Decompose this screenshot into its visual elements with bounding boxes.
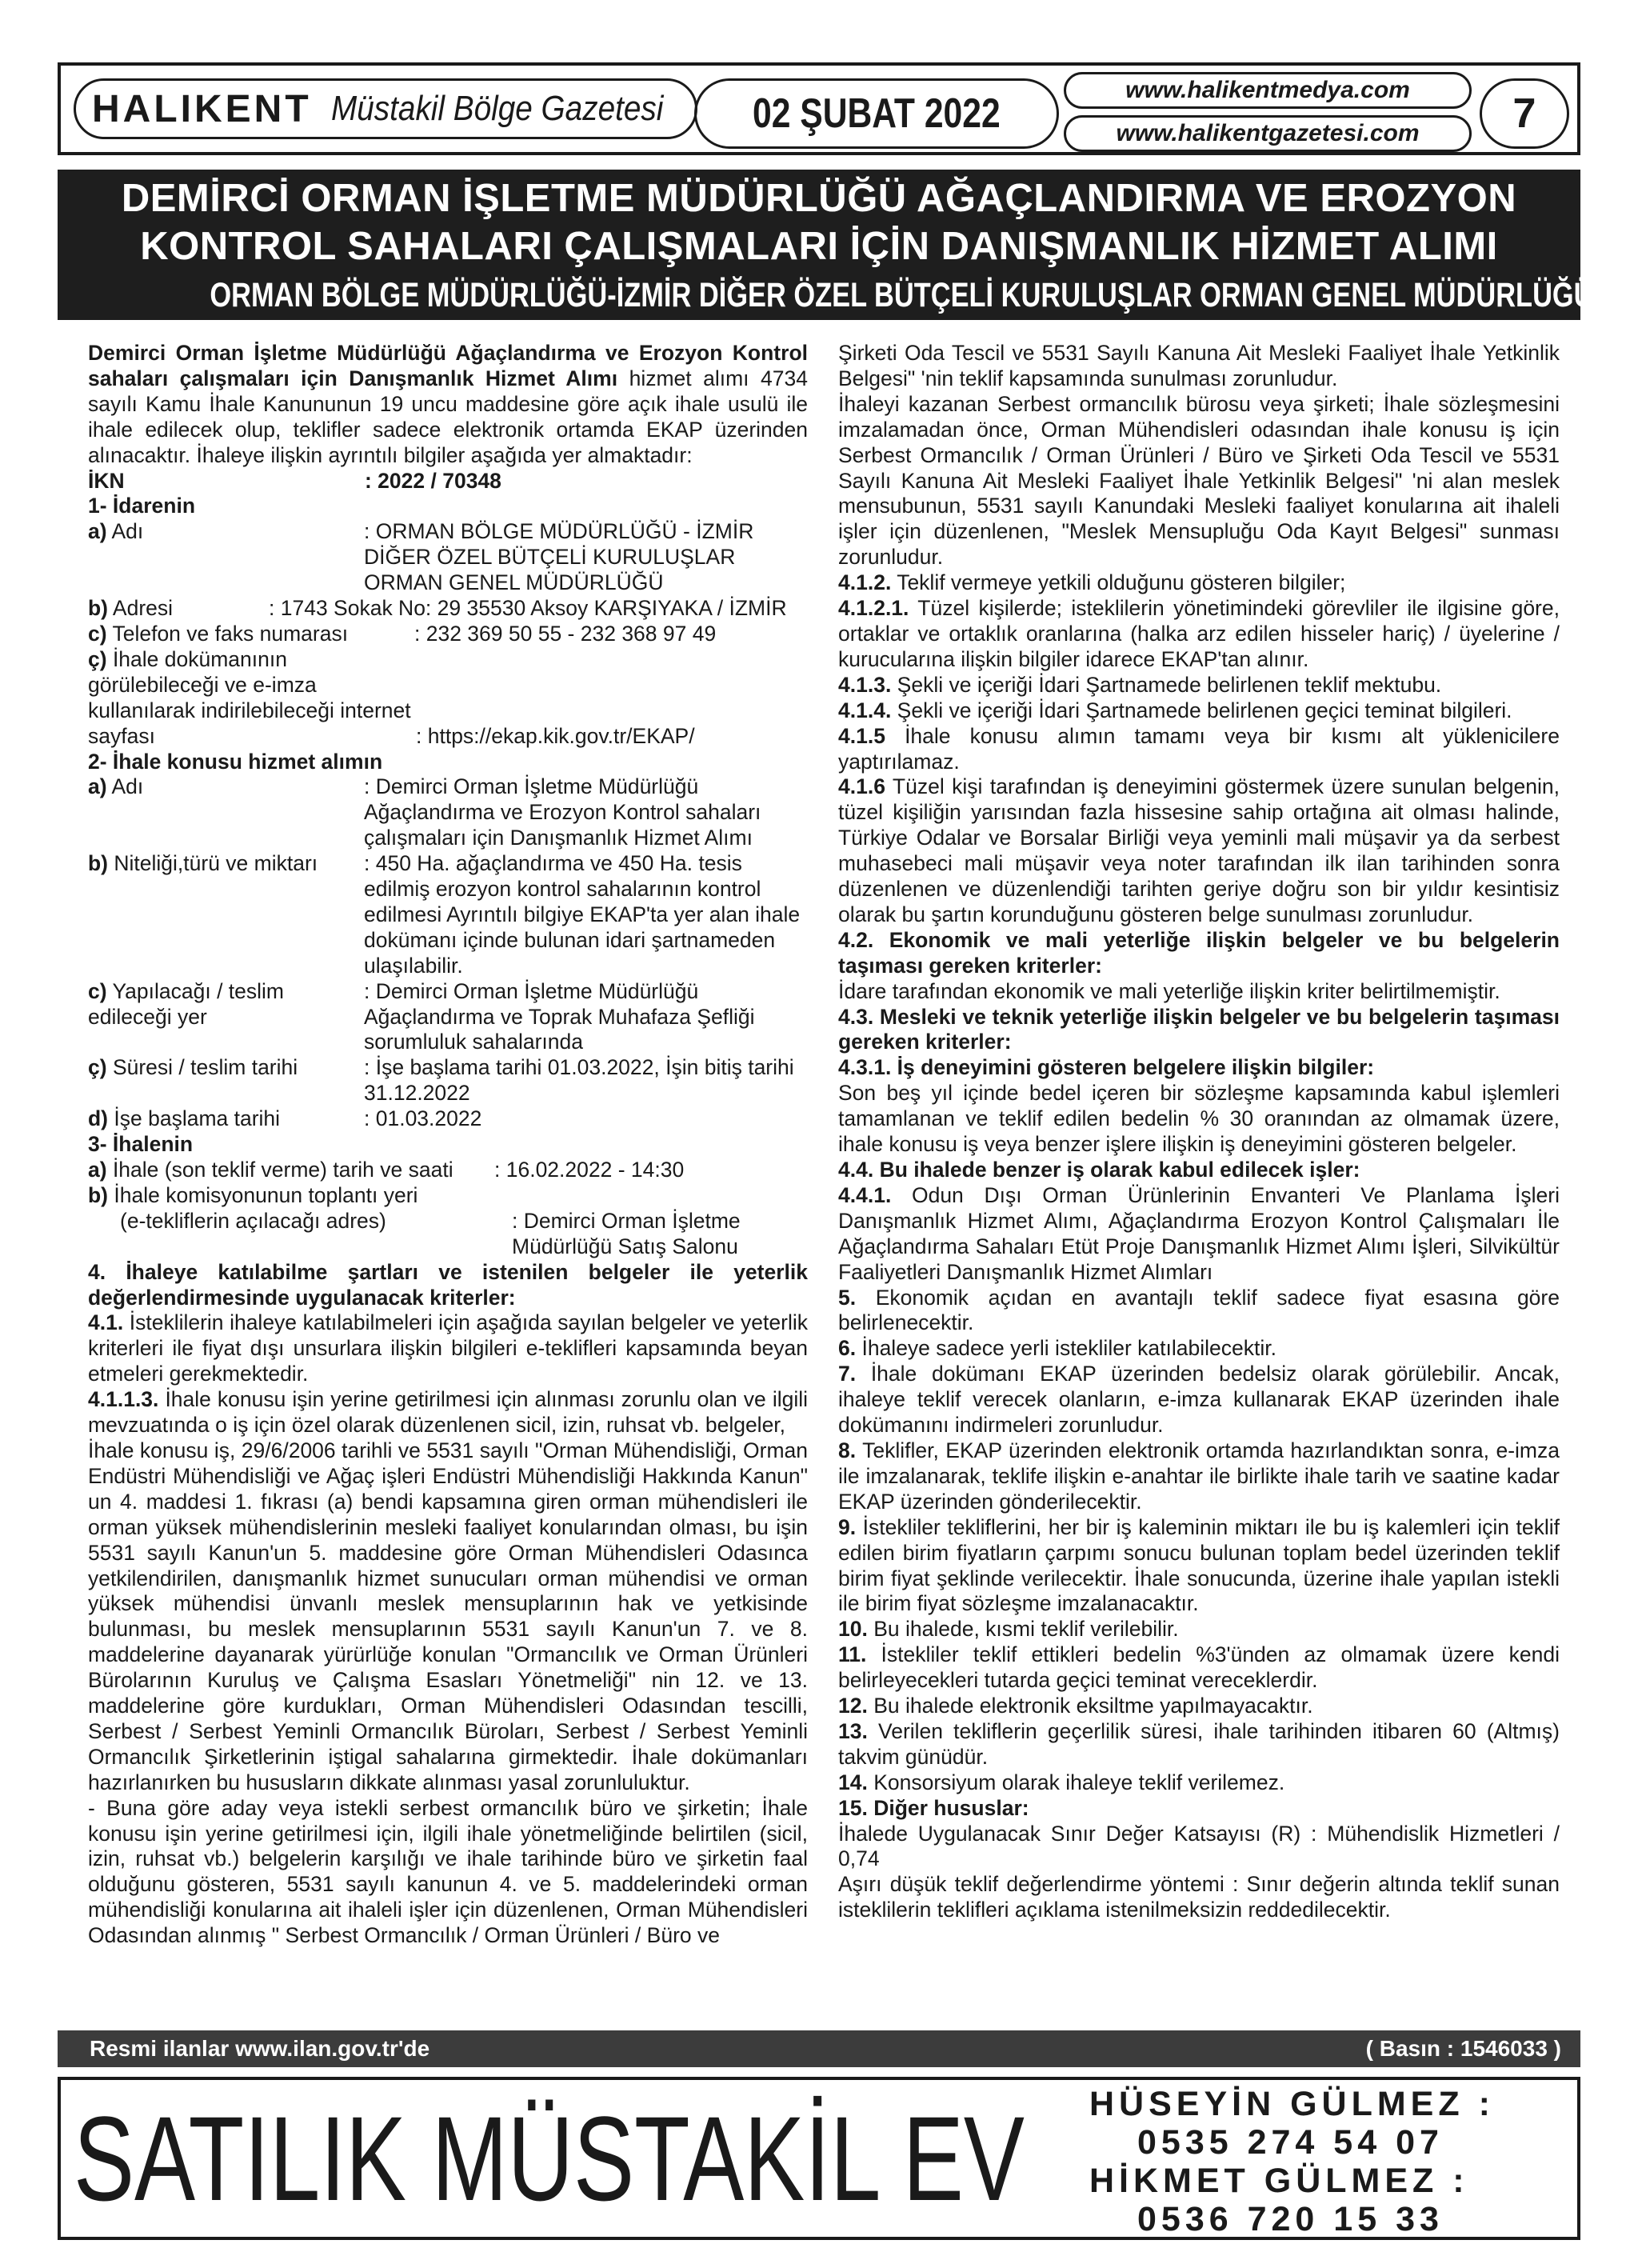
para-4-4-1-text: Odun Dışı Orman Ürünlerinin Envanteri Ve Planlama İşleri Danışmanlık Hizmet Alımı, Ağaçlandırma Erozyon Kontrol Çalışmaları İle Ağaçlandırma Sahaları Etüt Proje Danışmanlık Hizmet Alımı İşleri, Silvikültür Faaliyetleri Danışmanlık Hizmet Alımları xyxy=(838,1182,1560,1284)
value-tender-date: : 16.02.2022 - 14:30 xyxy=(494,1158,685,1182)
para-4-1-2-number: 4.1.2. xyxy=(838,570,892,595)
brand-name: HALIKENT xyxy=(92,87,312,130)
commission-address-row xyxy=(88,1209,808,1260)
para-14 xyxy=(838,1770,1560,1796)
website-link-2[interactable]: www.halikentgazetesi.com xyxy=(1064,115,1472,152)
label-2a: a) xyxy=(88,774,107,799)
address-row xyxy=(88,596,808,622)
page-number: 7 xyxy=(1480,78,1569,149)
para-4-1-5-number: 4.1.5 xyxy=(838,723,885,748)
para-4-1-3-text: Şekli ve içeriği İdari Şartnamede belirlenen teklif mektubu. xyxy=(891,672,1442,697)
value-admin-name: : ORMAN BÖLGE MÜDÜRLÜĞÜ - İZMİR DİĞER ÖZEL BÜTÇELİ KURULUŞLAR ORMAN GENEL MÜDÜRLÜĞÜ xyxy=(364,519,754,595)
para-4-1-5 xyxy=(838,724,1560,775)
para-5-text: Ekonomik açıdan en avantajlı teklif sadece fiyat esasına göre belirlenecektir. xyxy=(838,1285,1560,1335)
para-10-text: Bu ihalede, kısmi teklif verilebilir. xyxy=(867,1617,1179,1642)
section-4-title: 4. İhaleye katılabilme şartları ve istenilen belgeler ile yeterlik değerlendirmesinde uygulanacak kriterler: xyxy=(88,1259,808,1310)
website-row xyxy=(88,647,808,750)
value-service-name: : Demirci Orman İşletme Müdürlüğü Ağaçlandırma ve Erozyon Kontrol sahaları çalışmaları için Danışmanlık Hizmet Alımı xyxy=(364,774,761,850)
headline-banner xyxy=(58,170,1594,320)
para-4-1-2-text: Teklif vermeye yetkili olduğunu gösteren bilgiler; xyxy=(891,570,1346,595)
para-5-number: 5. xyxy=(838,1285,857,1310)
para-4-1-4-number: 4.1.4. xyxy=(838,698,892,722)
press-number: ( Basın : 1546033 ) xyxy=(1365,2036,1561,2061)
key-phone: Telefon ve faks numarası xyxy=(106,621,349,646)
para-7 xyxy=(838,1362,1560,1438)
ad-contact-name-1: HÜSEYİN GÜLMEZ : xyxy=(1089,2085,1495,2123)
para-6-text: İhaleye sadece yerli istekliler katılabilecektir. xyxy=(856,1336,1276,1361)
ad-title: SATILIK MÜSTAKİL EV xyxy=(74,2091,1025,2226)
value-location: : Demirci Orman İşletme Müdürlüğü Ağaçlandırma ve Toprak Muhafaza Şefliği sorumluluk sahalarında xyxy=(364,978,755,1054)
para-12-text: Bu ihalede elektronik eksiltme yapılmayacaktır. xyxy=(867,1694,1313,1718)
para-7-text: İhale dokümanı EKAP üzerinden bedelsiz olarak görülebilir. Ancak, ihaleye teklif verecek olanların, e-imza kullanarak EKAP üzerinden ihale dokümanını indirmeleri zorunludur. xyxy=(838,1362,1560,1438)
section-3-title: 3- İhalenin xyxy=(88,1132,194,1157)
para-13-number: 13. xyxy=(838,1718,868,1743)
para-11 xyxy=(838,1642,1560,1694)
intro-bold: Demirci Orman İşletme Müdürlüğü Ağaçlandırma ve Erozyon Kontrol sahaları çalışmaları için Danışmanlık Hizmet Alımı xyxy=(88,341,808,390)
para-10-number: 10. xyxy=(838,1617,868,1642)
para-4-1-2-1 xyxy=(838,596,1560,673)
para-4-1-1-3 xyxy=(88,1387,808,1438)
section-1-title: 1- İdarenin xyxy=(88,494,196,518)
para-14-text: Konsorsiyum olarak ihaleye teklif verilemez. xyxy=(867,1770,1285,1794)
headline-line-2: KONTROL SAHALARI ÇALIŞMALARI İÇİN DANIŞMANLIK HİZMET ALIMI xyxy=(140,225,1498,268)
para-6 xyxy=(838,1336,1560,1362)
para-4-1-1-3-number: 4.1.1.3. xyxy=(88,1387,159,1412)
para-law: İhale konusu iş, 29/6/2006 tarihli ve 5531 sayılı "Orman Mühendisliği, Orman Endüstri Mühendisliği ve Ağaç işleri Endüstri Mühendisliği Hakkında Kanun" un 4. maddesi 1. fıkrası (a) bendi kapsamına giren orman mühendisleri ile orman yüksek mühendislerinin mesleki faaliyet konularından olması, bu işin 5531 sayılı Kanun'un 5. maddesine göre Orman Mühendisleri Odasınca yetkilendirilen, danışmanlık hizmet sunucuları orman mühendisi ve orman yüksek mühendisi ünvanlı meslek mensuplarının hak ve yetkisinde bulunması, bu meslek mensuplarının 5531 sayılı Kanun'un 7. ve 8. maddelerine dayanarak yürürlüğe konulan "Ormancılık ve Orman Ürünleri Bürolarının Kuruluş ve Çalışma Esasları Yönetmeliği" nin 12. ve 13. maddelerine göre kurdukları, Orman Mühendisleri Odasından tescilli, Serbest / Serbest Yeminli Ormancılık Büroları, Serbest / Serbest Yeminli Ormancılık Şirketlerinin iştigal sahalarına girmektedir. İhale dokümanları hazırlanırken bu hususların dikkate alınması yasal zorunluluktur. xyxy=(88,1438,808,1794)
key-tender-date: İhale (son teklif verme) tarih ve saati xyxy=(106,1158,453,1182)
para-4-1-3 xyxy=(838,673,1560,698)
value-commission-address: : Demirci Orman İşletme Müdürlüğü Satış Salonu xyxy=(512,1208,741,1258)
location-row xyxy=(88,979,808,1056)
para-9-text: İstekliler tekliflerini, her bir iş kaleminin miktarı ile bu iş kalemleri için teklif edilen birim fiyatların çarpımı sonucu bulunan toplam bedel üzerinden teklif birim fiyat şeklinde verilecektir. İhale sonucunda, üzerine ihale yapılan istekli ile birim fiyat sözleşme imzalanacaktır. xyxy=(838,1514,1560,1616)
official-ads-link[interactable]: Resmi ilanlar www.ilan.gov.tr'de xyxy=(90,2036,430,2061)
ikn-label: İKN xyxy=(88,468,125,493)
admin-name-row xyxy=(88,519,808,596)
key-service-nature: Niteliği,türü ve miktarı xyxy=(108,851,318,876)
key-duration: Süresi / teslim tarihi xyxy=(106,1055,298,1080)
para-9 xyxy=(838,1515,1560,1618)
para-4-1-6-text: Tüzel kişi tarafından iş deneyimini göstermek üzere sunulan belgenin, tüzel kişiliğin yarısından fazla hissesine sahip ortağına ait olması halinde, Türkiye Odalar ve Borsalar Birliği veya yeminli mali müşavir ya da serbest muhasebeci mali müşavir veya noter tarafından ilk ilan tarihinden sonra düzenlenen ve düzenlendiği tarihten geriye doğru son bir yıldır kesintisiz olarak bu şartın korunduğunu gösteren belge sunulması zorunludur. xyxy=(838,774,1560,926)
para-4-4-1 xyxy=(838,1183,1560,1286)
commission-place-row xyxy=(88,1183,808,1209)
issue-date: 02 ŞUBAT 2022 xyxy=(753,90,1001,137)
para-8 xyxy=(838,1438,1560,1515)
ad-contact-name-2: HİKMET GÜLMEZ : xyxy=(1089,2162,1469,2200)
ad-phone-1: 0535 274 54 07 xyxy=(1137,2123,1444,2162)
para-4-1-number: 4.1. xyxy=(88,1310,124,1335)
para-12-number: 12. xyxy=(838,1694,868,1718)
label-2b: b) xyxy=(88,851,109,876)
para-4-1 xyxy=(88,1310,808,1387)
key-admin-name: Adı xyxy=(106,519,144,544)
key-service-name: Adı xyxy=(106,774,144,799)
para-12 xyxy=(838,1694,1560,1719)
label-cc: ç) xyxy=(88,646,107,671)
ad-phone-2: 0536 720 15 33 xyxy=(1137,2200,1444,2238)
para-4-1-2 xyxy=(838,570,1560,596)
brand-subtitle: Müstakil Bölge Gazetesi xyxy=(330,89,664,128)
para-11-number: 11. xyxy=(838,1642,867,1667)
section-4-2-title: 4.2. Ekonomik ve mali yeterliğe ilişkin belgeler ve bu belgelerin taşıması gereken kriterler: xyxy=(838,927,1560,978)
key-start-date: İşe başlama tarihi xyxy=(108,1106,281,1131)
section-15-text-2: Aşırı düşük teklif değerlendirme yöntemi : Sınır değerin altında teklif sunan isteklilerin teklifleri açıklama istenilmeksizin reddedilecektir. xyxy=(838,1872,1560,1922)
ikn-row xyxy=(88,469,808,494)
section-4-3-1-title: 4.3.1. İş deneyimini gösteren belgelere ilişkin bilgiler: xyxy=(838,1055,1375,1080)
para-7-number: 7. xyxy=(838,1362,857,1386)
para-4-1-4-text: Şekli ve içeriği İdari Şartnamede belirlenen geçici teminat bilgileri. xyxy=(891,698,1512,722)
key-commission-place: İhale komisyonunun toplantı yeri xyxy=(108,1182,418,1207)
right-column xyxy=(838,341,1560,1923)
para-10 xyxy=(838,1617,1560,1642)
intro-paragraph xyxy=(88,341,808,469)
website-link-1[interactable]: www.halikentmedya.com xyxy=(1064,72,1472,109)
brand-box xyxy=(74,78,697,139)
label-c: c) xyxy=(88,621,107,646)
announcement-footer xyxy=(58,2030,1580,2067)
service-nature-row xyxy=(88,851,808,979)
label-a: a) xyxy=(88,519,107,544)
label-2cc: ç) xyxy=(88,1055,107,1080)
key-location: Yapılacağı / teslim edileceği yer xyxy=(88,978,285,1029)
value-address: : 1743 Sokak No: 29 35530 Aksoy KARŞIYAKA / İZMİR xyxy=(269,596,787,621)
para-continued: Şirketi Oda Tescil ve 5531 Sayılı Kanuna Ait Mesleki Faaliyet İhale Yetkinlik Belgesi" 'nin teklif kapsamında sunulması zorunludur. xyxy=(838,341,1560,390)
para-13-text: Verilen tekliflerin geçerlilik süresi, ihale tarihinden itibaren 60 (Altmış) takvim günüdür. xyxy=(838,1718,1560,1769)
para-13 xyxy=(838,1719,1560,1770)
start-date-row xyxy=(88,1106,808,1132)
section-4-3-1-text: Son beş yıl içinde bedel içeren bir sözleşme kapsamında kabul işlemleri tamamlanan ve teklif edilen bedelin % 30 oranından az olmamak üzere, ihale konusu iş veya benzer işlere ilişkin iş deneyimini gösteren belgeler. xyxy=(838,1081,1560,1157)
para-4-1-2-1-text: Tüzel kişilerde; isteklilerin yönetimindeki görevliler ile ilgisine göre, ortaklar ve ortaklık oranlarına (halka arz edilen hisseler hariç) / üyelerine / kurucularına ilişkin bilgiler idarece EKAP'tan alınır. xyxy=(838,596,1560,671)
section-4-2-text: İdare tarafından ekonomik ve mali yeterliğe ilişkin kriter belirtilmemiştir. xyxy=(838,978,1500,1003)
value-duration: : İşe başlama tarihi 01.03.2022, İşin bitiş tarihi 31.12.2022 xyxy=(364,1055,794,1106)
key-commission-address: (e-tekliflerin açılacağı adres) xyxy=(120,1208,386,1233)
para-4-1-3-number: 4.1.3. xyxy=(838,672,892,697)
para-4-1-text: İsteklilerin ihaleye katılabilmeleri için aşağıda sayılan belgeler ve yeterlik kriterleri ile fiyat dışı unsurlara ilişkin bilgileri e-teklifleri kapsamında beyan etmeleri gerekmektedir. xyxy=(88,1310,808,1386)
label-3a: a) xyxy=(88,1158,107,1182)
ikn-value: : 2022 / 70348 xyxy=(365,468,501,493)
para-4-1-6-number: 4.1.6 xyxy=(838,774,885,799)
para-8-text: Teklifler, EKAP üzerinden elektronik ortamda hazırlandıktan sonra, e-imza ile imzalanarak, teklife ilişkin e-anahtar ile birlikte ihale tarih ve saatine kadar EKAP üzerinden gönderilecektir. xyxy=(838,1438,1560,1514)
headline-line-3: ORMAN BÖLGE MÜDÜRLÜĞÜ-İZMİR DİĞER ÖZEL BÜTÇELİ KURULUŞLAR ORMAN GENEL MÜDÜRLÜĞÜ xyxy=(210,276,1594,314)
value-start-date: : 01.03.2022 xyxy=(364,1106,482,1131)
para-6-number: 6. xyxy=(838,1336,857,1361)
service-name-row xyxy=(88,774,808,851)
para-4-1-5-text: İhale konusu alımın tamamı veya bir kısmı alt yüklenicilere yaptırılamaz. xyxy=(838,723,1560,774)
para-11-text: İstekliler teklif ettikleri bedelin %3'ünden az olmamak üzere kendi belirleyecekleri tutarda geçici teminat vereceklerdir. xyxy=(838,1642,1560,1693)
label-b: b) xyxy=(88,596,109,621)
para-5 xyxy=(838,1286,1560,1337)
section-15-title: 15. Diğer hususlar: xyxy=(838,1795,1029,1820)
phone-row xyxy=(88,622,808,647)
para-8-number: 8. xyxy=(838,1438,857,1462)
value-website[interactable]: : https://ekap.kik.gov.tr/EKAP/ xyxy=(416,723,695,748)
issue-date-box xyxy=(694,78,1059,149)
para-4-1-2-1-number: 4.1.2.1. xyxy=(838,596,909,621)
section-4-4-title: 4.4. Bu ihalede benzer iş olarak kabul edilecek işler: xyxy=(838,1158,1360,1182)
para-winner: İhaleyi kazanan Serbest ormancılık bürosu veya şirketi; İhale sözleşmesini imzalamadan önce, Orman Mühendisleri odasından ihale konusu iş için Serbest Ormancılık / Orman Ürünleri / Büro ve Şirketi Oda Tescil ve 5531 Sayılı Kanuna Ait Mesleki Faaliyet İhale Yetkinlik Belgesi" 'ni alan meslek mensubunun, 5531 sayılı Kanundaki Mesleki faaliyet konularına ait ihaleli işler için düzenlenen, "Meslek Mensupluğu Oda Kayıt Belgesi" sunması zorunludur. xyxy=(838,391,1560,570)
label-2c: c) xyxy=(88,978,107,1003)
value-service-nature: : 450 Ha. ağaçlandırma ve 450 Ha. tesis edilmiş erozyon kontrol sahalarının kontrol edilmesi Ayrıntılı bilgiye EKAP'ta yer alan ihale dokümanı içinde bulunan idari şartnameden ulaşılabilir. xyxy=(364,851,801,978)
section-15-text-1: İhalede Uygulanacak Sınır Değer Katsayısı (R) : Mühendislik Hizmetleri / 0,74 xyxy=(838,1821,1560,1871)
headline-line-1: DEMİRCİ ORMAN İŞLETME MÜDÜRLÜĞÜ AĞAÇLANDIRMA VE EROZYON xyxy=(121,177,1517,220)
para-14-number: 14. xyxy=(838,1770,868,1794)
key-website: İhale dokümanının görülebileceği ve e-imza kullanılarak indirilebileceği internet sayfası xyxy=(88,646,411,748)
para-dash: - Buna göre aday veya istekli serbest ormancılık büro ve şirketin; İhale konusu işin yerine getirilmesi için, ilgili ihale yönetmeliğinde belirtilen (sicil, izin, ruhsat vb.) belgelerin karşılığı ve ihale tarihinde büro ve şirketin faal olduğunu gösteren, 5531 sayılı kanunun 4. ve 5. maddelerindeki orman mühendisliği konularına ait ihaleli işler için düzenlenen, Orman Mühendisleri Odasından alınmış " Serbest Ormancılık / Orman Ürünleri / Büro ve xyxy=(88,1795,808,1948)
value-phone: : 232 369 50 55 - 232 368 97 49 xyxy=(414,621,717,646)
para-4-4-1-number: 4.4.1. xyxy=(838,1182,892,1207)
section-4-3-title: 4.3. Mesleki ve teknik yeterliğe ilişkin belgeler ve bu belgelerin taşıması gereken kriterler: xyxy=(838,1004,1560,1054)
para-9-number: 9. xyxy=(838,1514,857,1539)
label-2d: d) xyxy=(88,1106,109,1131)
para-4-1-1-3-text: İhale konusu işin yerine getirilmesi için alınması zorunlu olan ve ilgili mevzuatında o iş için özel olarak düzenlenen sicil, izin, ruhsat vb. belgeler, xyxy=(88,1387,808,1438)
section-2-title: 2- İhale konusu hizmet alımın xyxy=(88,749,383,774)
para-4-1-4 xyxy=(838,698,1560,724)
label-3b: b) xyxy=(88,1182,109,1207)
intro-text: hizmet alımı 4734 sayılı Kamu İhale Kanununun 19 uncu maddesine göre açık ihale usulü ile ihale edilecek olup, teklifler sadece elektronik ortamda EKAP üzerinden alınacaktır. İhaleye ilişkin ayrıntılı bilgiler aşağıda yer almaktadır: xyxy=(88,366,808,467)
tender-date-row xyxy=(88,1158,808,1183)
left-column xyxy=(88,341,808,1949)
para-4-1-6 xyxy=(838,774,1560,927)
duration-row xyxy=(88,1055,808,1106)
key-address: Adresi xyxy=(108,596,174,621)
